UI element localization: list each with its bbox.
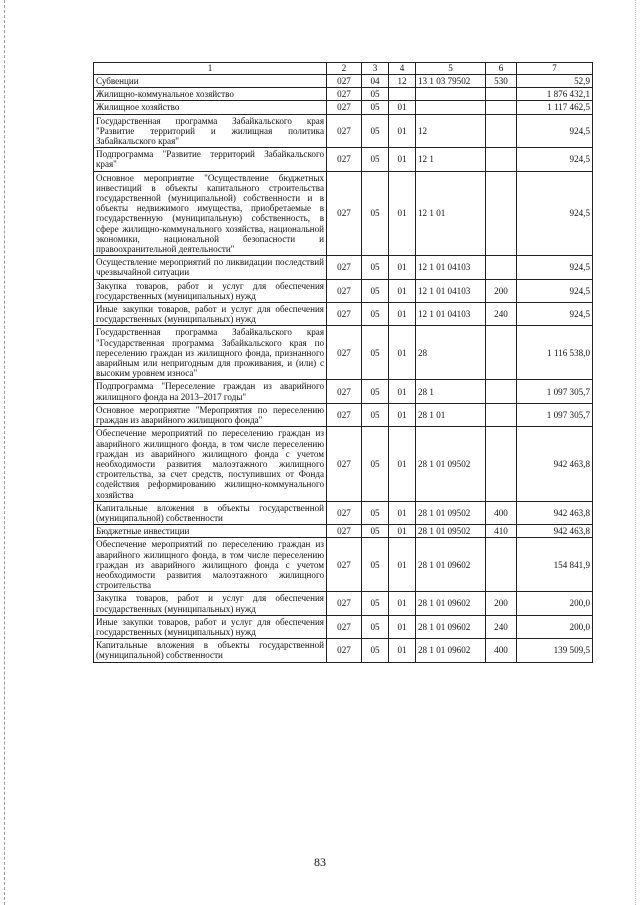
row-expense-type: 240 (486, 303, 517, 326)
row-section-code: 05 (362, 501, 389, 524)
row-name: Иные закупки товаров, работ и услуг для обеспечения государственных (муниципальных) нужд (94, 615, 327, 638)
row-expense-type (486, 427, 517, 501)
row-section-code: 05 (362, 88, 389, 101)
row-section-code: 05 (362, 279, 389, 302)
row-amount: 942 463,8 (517, 501, 593, 524)
table-row (94, 525, 593, 538)
row-target-article: 28 1 01 (416, 403, 486, 426)
row-grbs-code: 027 (327, 501, 362, 524)
row-expense-type (486, 538, 517, 592)
row-section-code: 05 (362, 538, 389, 592)
row-target-article: 28 1 01 09502 (416, 427, 486, 501)
row-section-code: 04 (362, 75, 389, 88)
row-target-article: 12 (416, 114, 486, 148)
row-subsection-code: 01 (389, 256, 416, 279)
row-name: Государственная программа Забайкальского края "Развитие территорий и жилищная политика Забайкальского края" (94, 114, 327, 148)
table-row (94, 427, 593, 501)
scan-edge-right (635, 0, 640, 905)
table-row (94, 114, 593, 148)
row-expense-type: 200 (486, 279, 517, 302)
table-body (94, 75, 593, 663)
table-row (94, 148, 593, 171)
table-row (94, 501, 593, 524)
row-subsection-code: 01 (389, 148, 416, 171)
table-row (94, 88, 593, 101)
page-number: 83 (314, 855, 326, 869)
row-subsection-code: 01 (389, 592, 416, 615)
row-subsection-code: 12 (389, 75, 416, 88)
row-amount: 1 097 305,7 (517, 403, 593, 426)
row-subsection-code: 01 (389, 639, 416, 662)
row-section-code: 05 (362, 592, 389, 615)
row-expense-type: 240 (486, 615, 517, 638)
table-row (94, 380, 593, 403)
row-amount: 154 841,9 (517, 538, 593, 592)
row-grbs-code: 027 (327, 75, 362, 88)
row-name: Основное мероприятие "Осуществление бюджетных инвестиций в объекты капитального строительства государственной (муниципальной) собственности и в объекты недвижимого имущества, приобретаемые в государственную (муниципальную) собственность, в сфере жилищно-коммунального хозяйства, национальной экономики, национальной безопасности и правоохранительной деятельности" (94, 171, 327, 256)
row-subsection-code: 01 (389, 171, 416, 256)
row-target-article: 12 1 01 04103 (416, 256, 486, 279)
row-section-code: 05 (362, 148, 389, 171)
table-row (94, 538, 593, 592)
row-amount: 1 097 305,7 (517, 380, 593, 403)
row-expense-type (486, 171, 517, 256)
row-expense-type (486, 148, 517, 171)
row-name: Обеспечение мероприятий по переселению граждан из аварийного жилищного фонда, в том числе переселению граждан из аварийного жилищного фонда с учетом необходимости развития малоэтажного жилищного строительства (94, 538, 327, 592)
row-subsection-code: 01 (389, 101, 416, 114)
row-target-article (416, 101, 486, 114)
row-name: Бюджетные инвестиции (94, 525, 327, 538)
row-section-code: 05 (362, 403, 389, 426)
row-subsection-code: 01 (389, 380, 416, 403)
row-expense-type: 530 (486, 75, 517, 88)
row-expense-type (486, 380, 517, 403)
table-row (94, 403, 593, 426)
row-target-article (416, 88, 486, 101)
row-name: Подпрограмма "Развитие территорий Забайкальского края" (94, 148, 327, 171)
row-target-article: 12 1 01 04103 (416, 303, 486, 326)
row-expense-type (486, 88, 517, 101)
column-header: 2 (327, 63, 362, 75)
row-expense-type: 400 (486, 639, 517, 662)
table-row (94, 171, 593, 256)
row-amount: 924,5 (517, 171, 593, 256)
row-subsection-code: 01 (389, 615, 416, 638)
row-name: Закупка товаров, работ и услуг для обеспечения государственных (муниципальных) нужд (94, 592, 327, 615)
row-target-article: 12 1 (416, 148, 486, 171)
row-grbs-code: 027 (327, 101, 362, 114)
row-grbs-code: 027 (327, 279, 362, 302)
row-subsection-code (389, 88, 416, 101)
row-expense-type: 410 (486, 525, 517, 538)
row-amount: 924,5 (517, 303, 593, 326)
row-subsection-code: 01 (389, 501, 416, 524)
row-expense-type: 200 (486, 592, 517, 615)
row-target-article: 28 1 01 09602 (416, 538, 486, 592)
row-section-code: 05 (362, 326, 389, 380)
row-name: Закупка товаров, работ и услуг для обеспечения государственных (муниципальных) нужд (94, 279, 327, 302)
table-row (94, 303, 593, 326)
row-name: Субвенции (94, 75, 327, 88)
row-target-article: 28 1 (416, 380, 486, 403)
row-name: Капитальные вложения в объекты государственной (муниципальной) собственности (94, 501, 327, 524)
row-subsection-code: 01 (389, 427, 416, 501)
row-section-code: 05 (362, 101, 389, 114)
row-amount: 200,0 (517, 615, 593, 638)
row-subsection-code: 01 (389, 403, 416, 426)
row-amount: 1 117 462,5 (517, 101, 593, 114)
row-grbs-code: 027 (327, 403, 362, 426)
row-grbs-code: 027 (327, 256, 362, 279)
table-header-row (94, 63, 593, 75)
row-target-article: 13 1 03 79502 (416, 75, 486, 88)
row-subsection-code: 01 (389, 326, 416, 380)
budget-table (93, 62, 593, 663)
row-grbs-code: 027 (327, 326, 362, 380)
row-section-code: 05 (362, 114, 389, 148)
row-grbs-code: 027 (327, 380, 362, 403)
row-target-article: 12 1 01 04103 (416, 279, 486, 302)
column-header: 1 (94, 63, 327, 75)
row-grbs-code: 027 (327, 427, 362, 501)
row-grbs-code: 027 (327, 615, 362, 638)
table-row (94, 256, 593, 279)
row-name: Обеспечение мероприятий по переселению граждан из аварийного жилищного фонда, в том числе переселению граждан из аварийного жилищного фонда с учетом необходимости развития малоэтажного жилищного строительства, за счет средств, поступивших от Фонда содействия реформированию жилищно-коммунального хозяйства (94, 427, 327, 501)
row-section-code: 05 (362, 639, 389, 662)
row-amount: 52,9 (517, 75, 593, 88)
row-amount: 139 509,5 (517, 639, 593, 662)
row-target-article: 28 1 01 09602 (416, 592, 486, 615)
row-amount: 942 463,8 (517, 427, 593, 501)
row-name: Жилищно-коммунальное хозяйство (94, 88, 327, 101)
row-section-code: 05 (362, 380, 389, 403)
table-row (94, 75, 593, 88)
row-amount: 200,0 (517, 592, 593, 615)
row-subsection-code: 01 (389, 538, 416, 592)
row-expense-type (486, 326, 517, 380)
table-row (94, 592, 593, 615)
row-section-code: 05 (362, 615, 389, 638)
row-target-article: 28 1 01 09502 (416, 525, 486, 538)
row-grbs-code: 027 (327, 148, 362, 171)
row-name: Государственная программа Забайкальского края "Государственная программа Забайкальского края по переселению граждан из жилищного фонда, признанного аварийным или непригодным для проживания, и (или) с высоким уровнем износа" (94, 326, 327, 380)
row-amount: 924,5 (517, 256, 593, 279)
row-target-article: 28 1 01 09602 (416, 615, 486, 638)
scan-edge-left (4, 0, 9, 905)
row-grbs-code: 027 (327, 303, 362, 326)
row-grbs-code: 027 (327, 88, 362, 101)
column-header: 6 (486, 63, 517, 75)
row-subsection-code: 01 (389, 525, 416, 538)
table-row (94, 101, 593, 114)
row-name: Основное мероприятие "Мероприятия по переселению граждан из аварийного жилищного фонда" (94, 403, 327, 426)
row-subsection-code: 01 (389, 114, 416, 148)
row-target-article: 28 1 01 09602 (416, 639, 486, 662)
row-grbs-code: 027 (327, 538, 362, 592)
row-target-article: 28 1 01 09502 (416, 501, 486, 524)
row-target-article: 12 1 01 (416, 171, 486, 256)
row-amount: 924,5 (517, 279, 593, 302)
row-expense-type (486, 256, 517, 279)
column-header: 3 (362, 63, 389, 75)
row-grbs-code: 027 (327, 171, 362, 256)
column-header: 7 (517, 63, 593, 75)
row-amount: 924,5 (517, 148, 593, 171)
row-amount: 924,5 (517, 114, 593, 148)
row-grbs-code: 027 (327, 592, 362, 615)
row-amount: 1 876 432,1 (517, 88, 593, 101)
row-amount: 1 116 538,0 (517, 326, 593, 380)
row-expense-type (486, 403, 517, 426)
row-subsection-code: 01 (389, 279, 416, 302)
row-name: Осуществление мероприятий по ликвидации последствий чрезвычайной ситуации (94, 256, 327, 279)
table-row (94, 326, 593, 380)
row-expense-type: 400 (486, 501, 517, 524)
column-header: 5 (416, 63, 486, 75)
row-subsection-code: 01 (389, 303, 416, 326)
row-grbs-code: 027 (327, 114, 362, 148)
row-expense-type (486, 114, 517, 148)
table-row (94, 279, 593, 302)
table-row (94, 615, 593, 638)
table-row (94, 639, 593, 662)
row-section-code: 05 (362, 303, 389, 326)
row-name: Жилищное хозяйство (94, 101, 327, 114)
row-section-code: 05 (362, 256, 389, 279)
row-name: Подпрограмма "Переселение граждан из аварийного жилищного фонда на 2013–2017 годы" (94, 380, 327, 403)
column-header: 4 (389, 63, 416, 75)
row-grbs-code: 027 (327, 525, 362, 538)
row-grbs-code: 027 (327, 639, 362, 662)
row-target-article: 28 (416, 326, 486, 380)
row-name: Капитальные вложения в объекты государственной (муниципальной) собственности (94, 639, 327, 662)
row-expense-type (486, 101, 517, 114)
row-section-code: 05 (362, 171, 389, 256)
row-name: Иные закупки товаров, работ и услуг для обеспечения государственных (муниципальных) нужд (94, 303, 327, 326)
row-amount: 942 463,8 (517, 525, 593, 538)
row-section-code: 05 (362, 427, 389, 501)
row-section-code: 05 (362, 525, 389, 538)
